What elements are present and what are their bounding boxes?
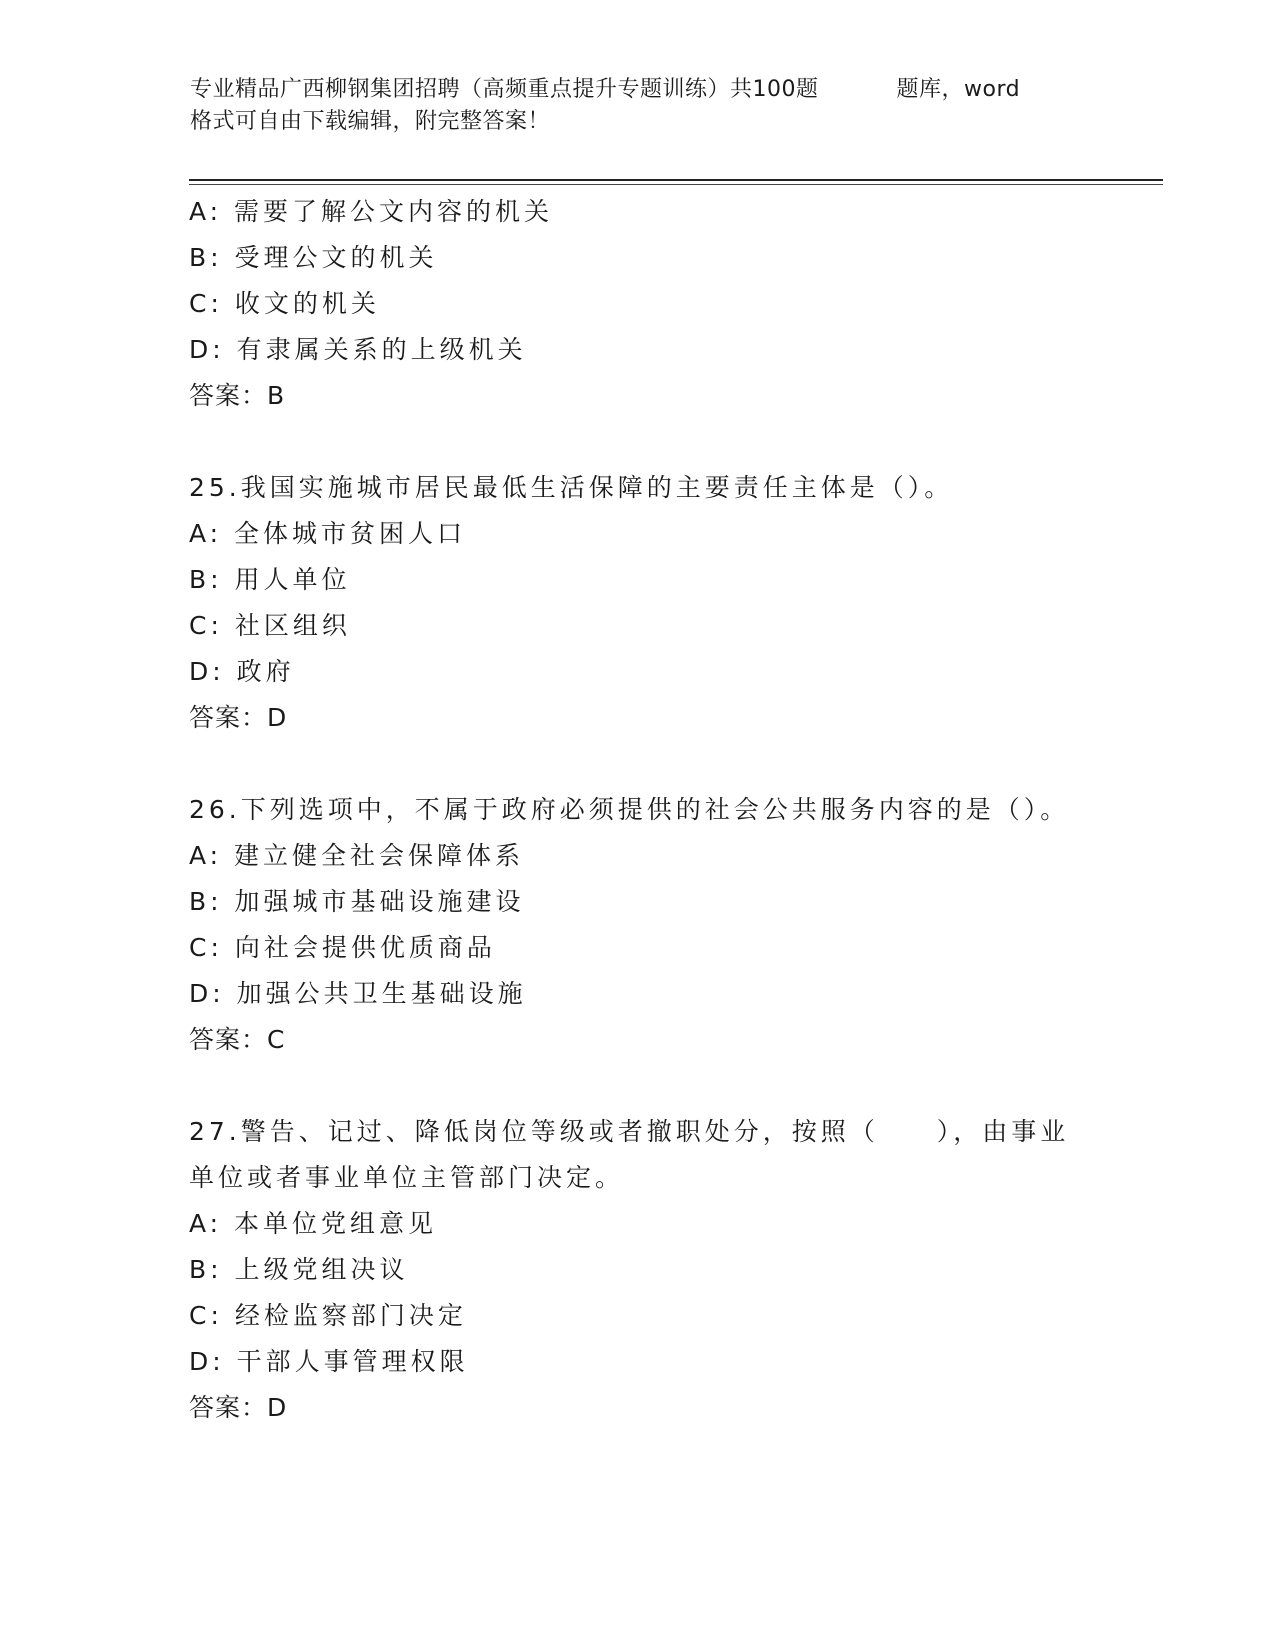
question-text-line-1: 27.警告、记过、降低岗位等级或者撤职处分，按照（ ），由事业	[189, 1117, 1070, 1146]
header-title-tail: 题库，word	[896, 77, 1021, 102]
question-text: 26.下列选项中，不属于政府必须提供的社会公共服务内容的是（）。	[189, 795, 1070, 824]
option-b: B: 受理公文的机关	[189, 243, 438, 272]
option-c: C: 收文的机关	[189, 289, 380, 318]
question-text-line-2: 单位或者事业单位主管部门决定。	[189, 1163, 625, 1192]
question-list	[189, 189, 1149, 1431]
header-title: 专业精品广西柳钢集团招聘（高频重点提升专题训练）共100题	[190, 77, 819, 102]
header-rule-thin	[189, 184, 1163, 185]
option-d: D: 加强公共卫生基础设施	[189, 979, 527, 1008]
question-text: 25.我国实施城市居民最低生活保障的主要责任主体是（）。	[189, 473, 954, 502]
answer: 答案：C	[189, 1025, 286, 1054]
header-line-1	[190, 74, 1090, 106]
document-header	[190, 74, 1090, 138]
option-a: A: 建立健全社会保障体系	[189, 841, 525, 870]
answer: 答案：D	[189, 1393, 288, 1422]
option-a: A: 需要了解公文内容的机关	[189, 197, 554, 226]
option-b: B: 上级党组决议	[189, 1255, 409, 1284]
option-b: B: 用人单位	[189, 565, 351, 594]
answer: 答案：D	[189, 703, 288, 732]
option-b: B: 加强城市基础设施建设	[189, 887, 525, 916]
option-a: A: 全体城市贫困人口	[189, 519, 467, 548]
option-d: D: 有隶属关系的上级机关	[189, 335, 527, 364]
option-c: C: 社区组织	[189, 611, 351, 640]
header-line-2: 格式可自由下载编辑，附完整答案！	[190, 109, 551, 134]
option-a: A: 本单位党组意见	[189, 1209, 438, 1238]
header-rule-thick	[189, 179, 1163, 181]
question-block-25	[189, 465, 1149, 741]
question-block-27	[189, 1109, 1149, 1431]
option-d: D: 干部人事管理权限	[189, 1347, 469, 1376]
option-d: D: 政府	[189, 657, 295, 686]
option-c: C: 经检监察部门决定	[189, 1301, 467, 1330]
option-c: C: 向社会提供优质商品	[189, 933, 496, 962]
question-block-24	[189, 189, 1149, 419]
question-block-26	[189, 787, 1149, 1063]
answer: 答案：B	[189, 381, 286, 410]
